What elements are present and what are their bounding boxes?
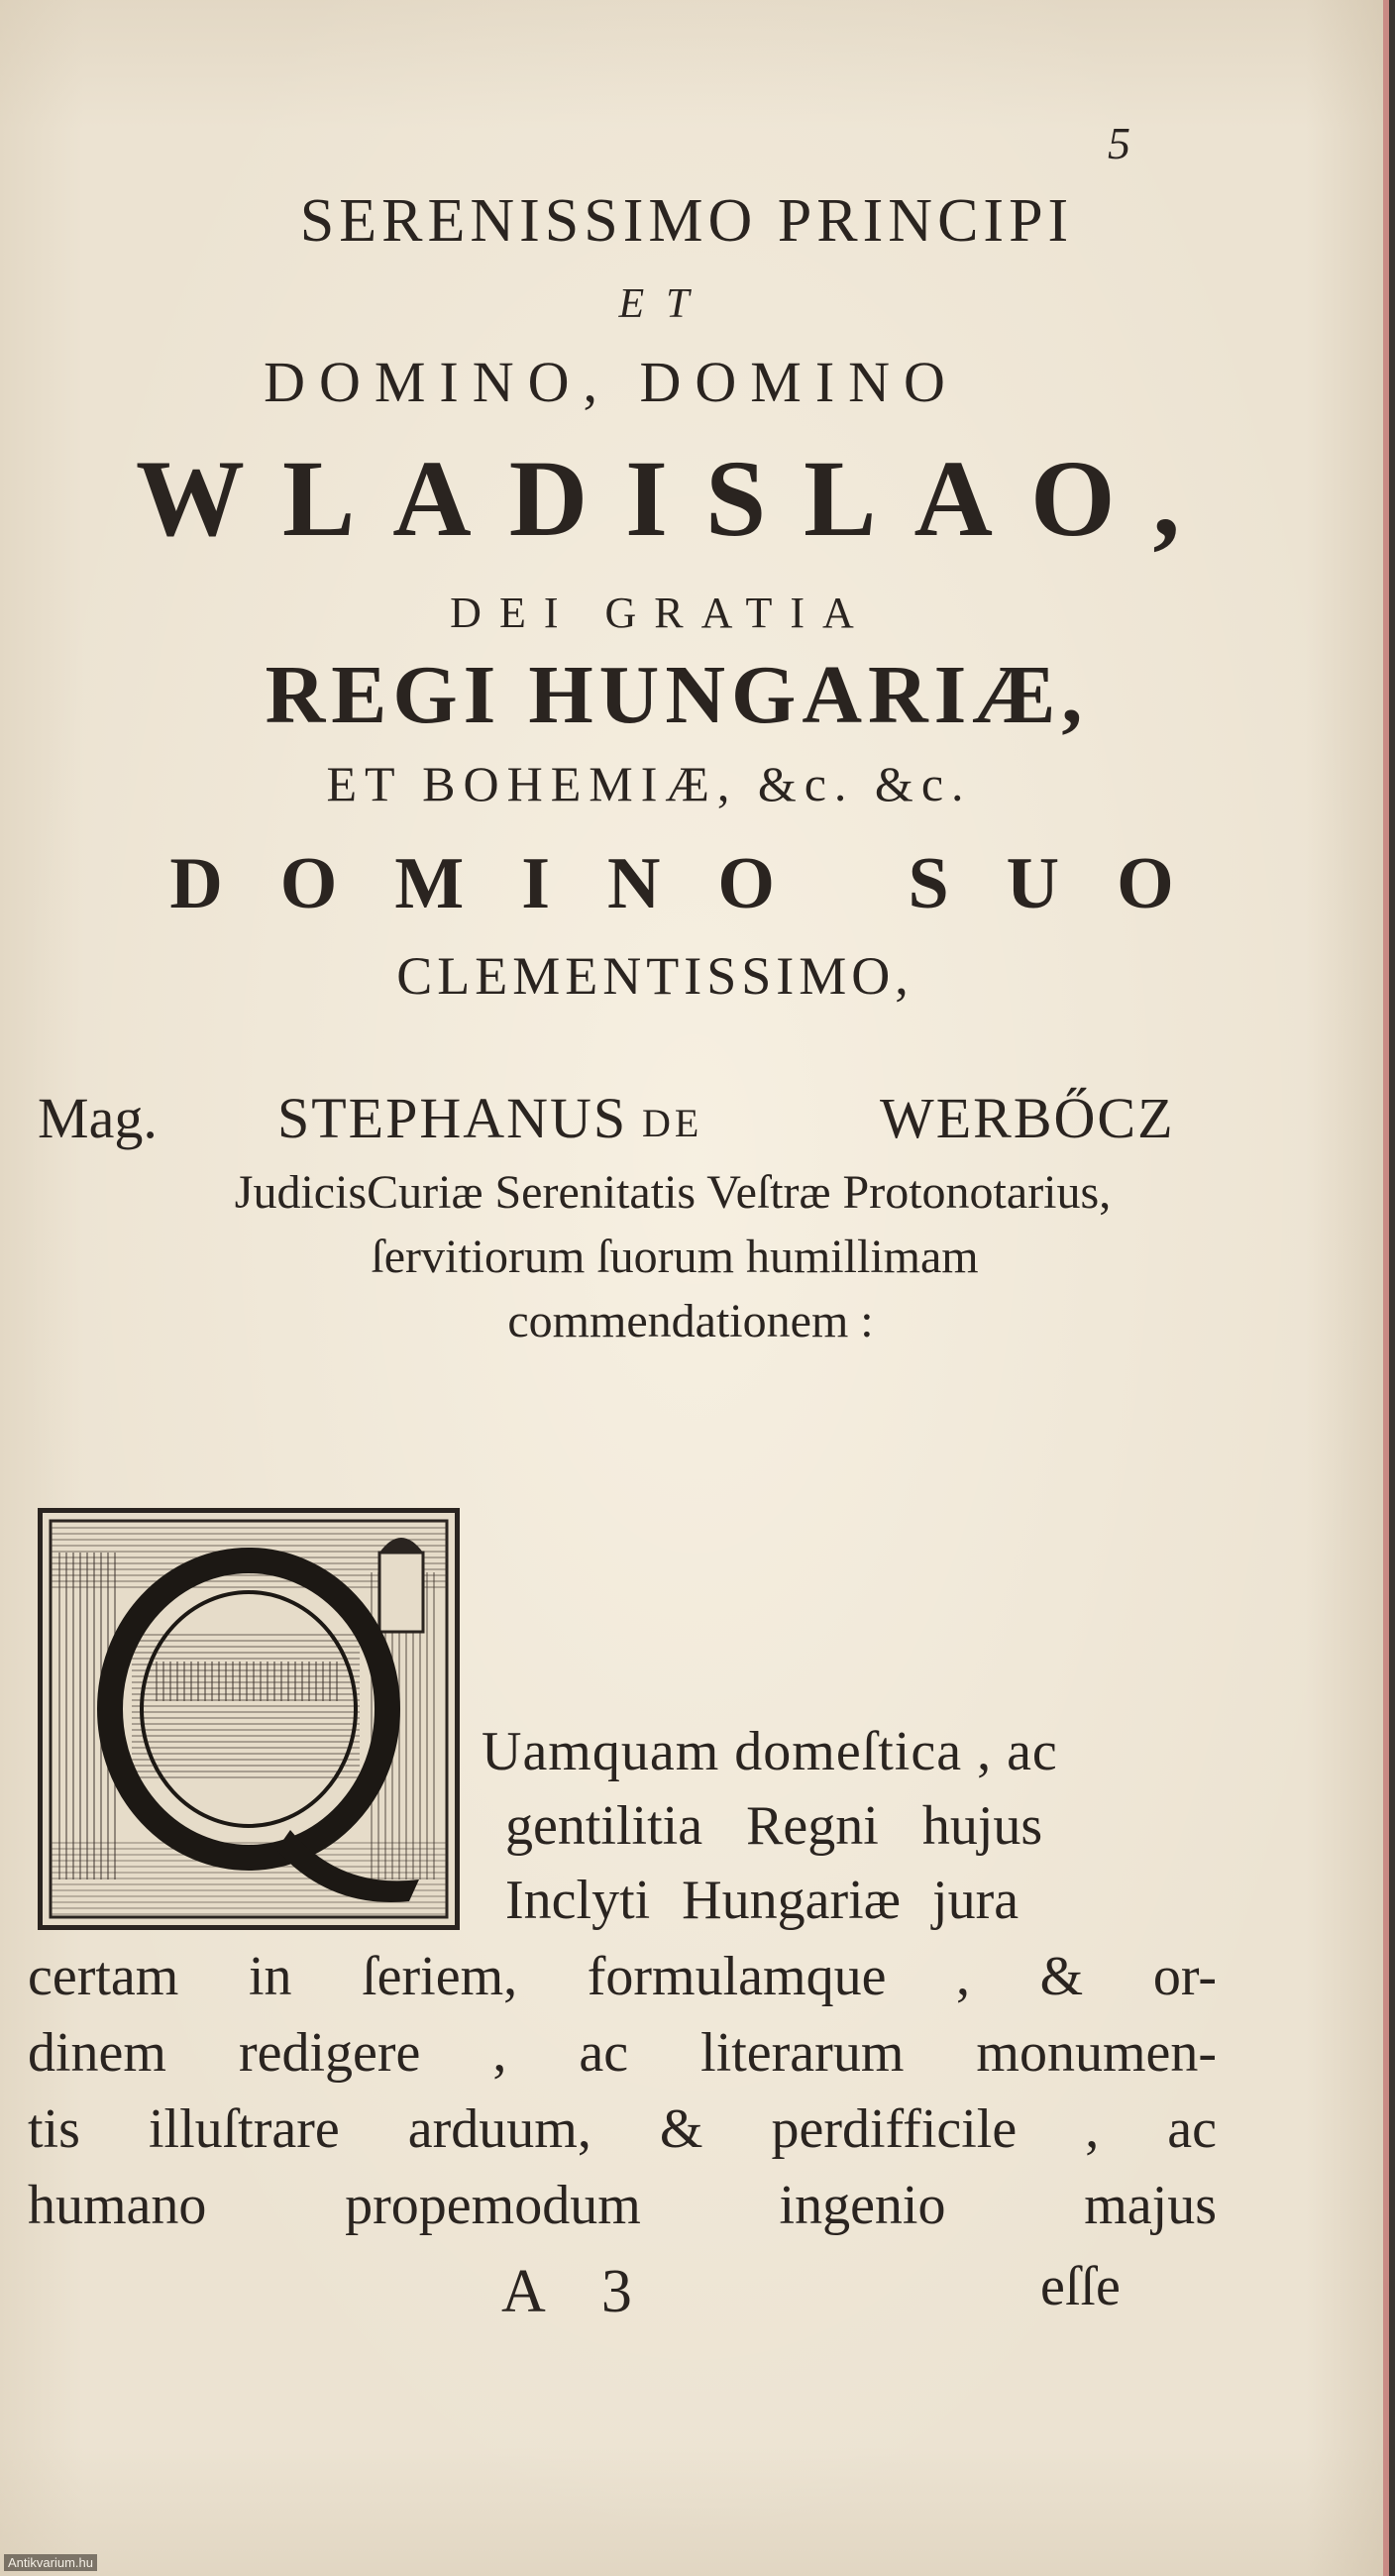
dedication-line-1: JudicisCuriæ Serenitatis Veſtræ Protonotarius, [234,1166,1112,1219]
author-surname: WERBŐCZ [880,1086,1175,1150]
body-line-1: Uamquam domeſtica , ac [482,1721,1058,1782]
title-line-3: DOMINO, DOMINO [264,350,959,414]
decorated-initial-q-icon [38,1508,460,1930]
author-line [38,1086,1197,1151]
body-line-7: humano propemodum ingenio majus [28,2175,1217,2236]
title-line-7: ET BOHEMIÆ, &c. &c. [326,756,972,811]
signature-mark: A 3 [501,2258,654,2325]
author-title: Mag. [38,1086,158,1150]
title-line-4: WLADISLAO, [135,438,1219,559]
body-line-6: tis illuſtrare arduum, & perdifficile , ac [28,2098,1217,2160]
page-number: 5 [1108,118,1130,168]
catchword: eſſe [1040,2256,1121,2317]
author-particle: DE [642,1101,703,1145]
title-line-6: REGI HUNGARIÆ, [265,649,1089,741]
title-line-1: SERENISSIMO PRINCIPI [299,187,1074,255]
body-line-5: dinem redigere , ac literarum monumen- [28,2022,1217,2084]
site-watermark: Antikvarium.hu [4,2554,97,2571]
page-edge [1383,0,1389,2576]
dedication-line-2: ſervitiorum ſuorum humillimam [371,1231,979,1283]
body-line-3: Inclyti Hungariæ jura [505,1870,1019,1931]
body-line-4: certam in ſeriem, formulamque , & or- [28,1946,1217,2007]
title-line-8: DOMINO SUO [169,843,1232,924]
author-given-name: STEPHANUS [277,1086,628,1150]
body-line-2: gentilitia Regni hujus [505,1795,1043,1857]
title-line-9: CLEMENTISSIMO, [396,946,913,1006]
title-line-2: ET [618,281,711,327]
title-line-5: DEI GRATIA [450,589,872,637]
dedication-line-3: commendationem : [507,1295,874,1347]
